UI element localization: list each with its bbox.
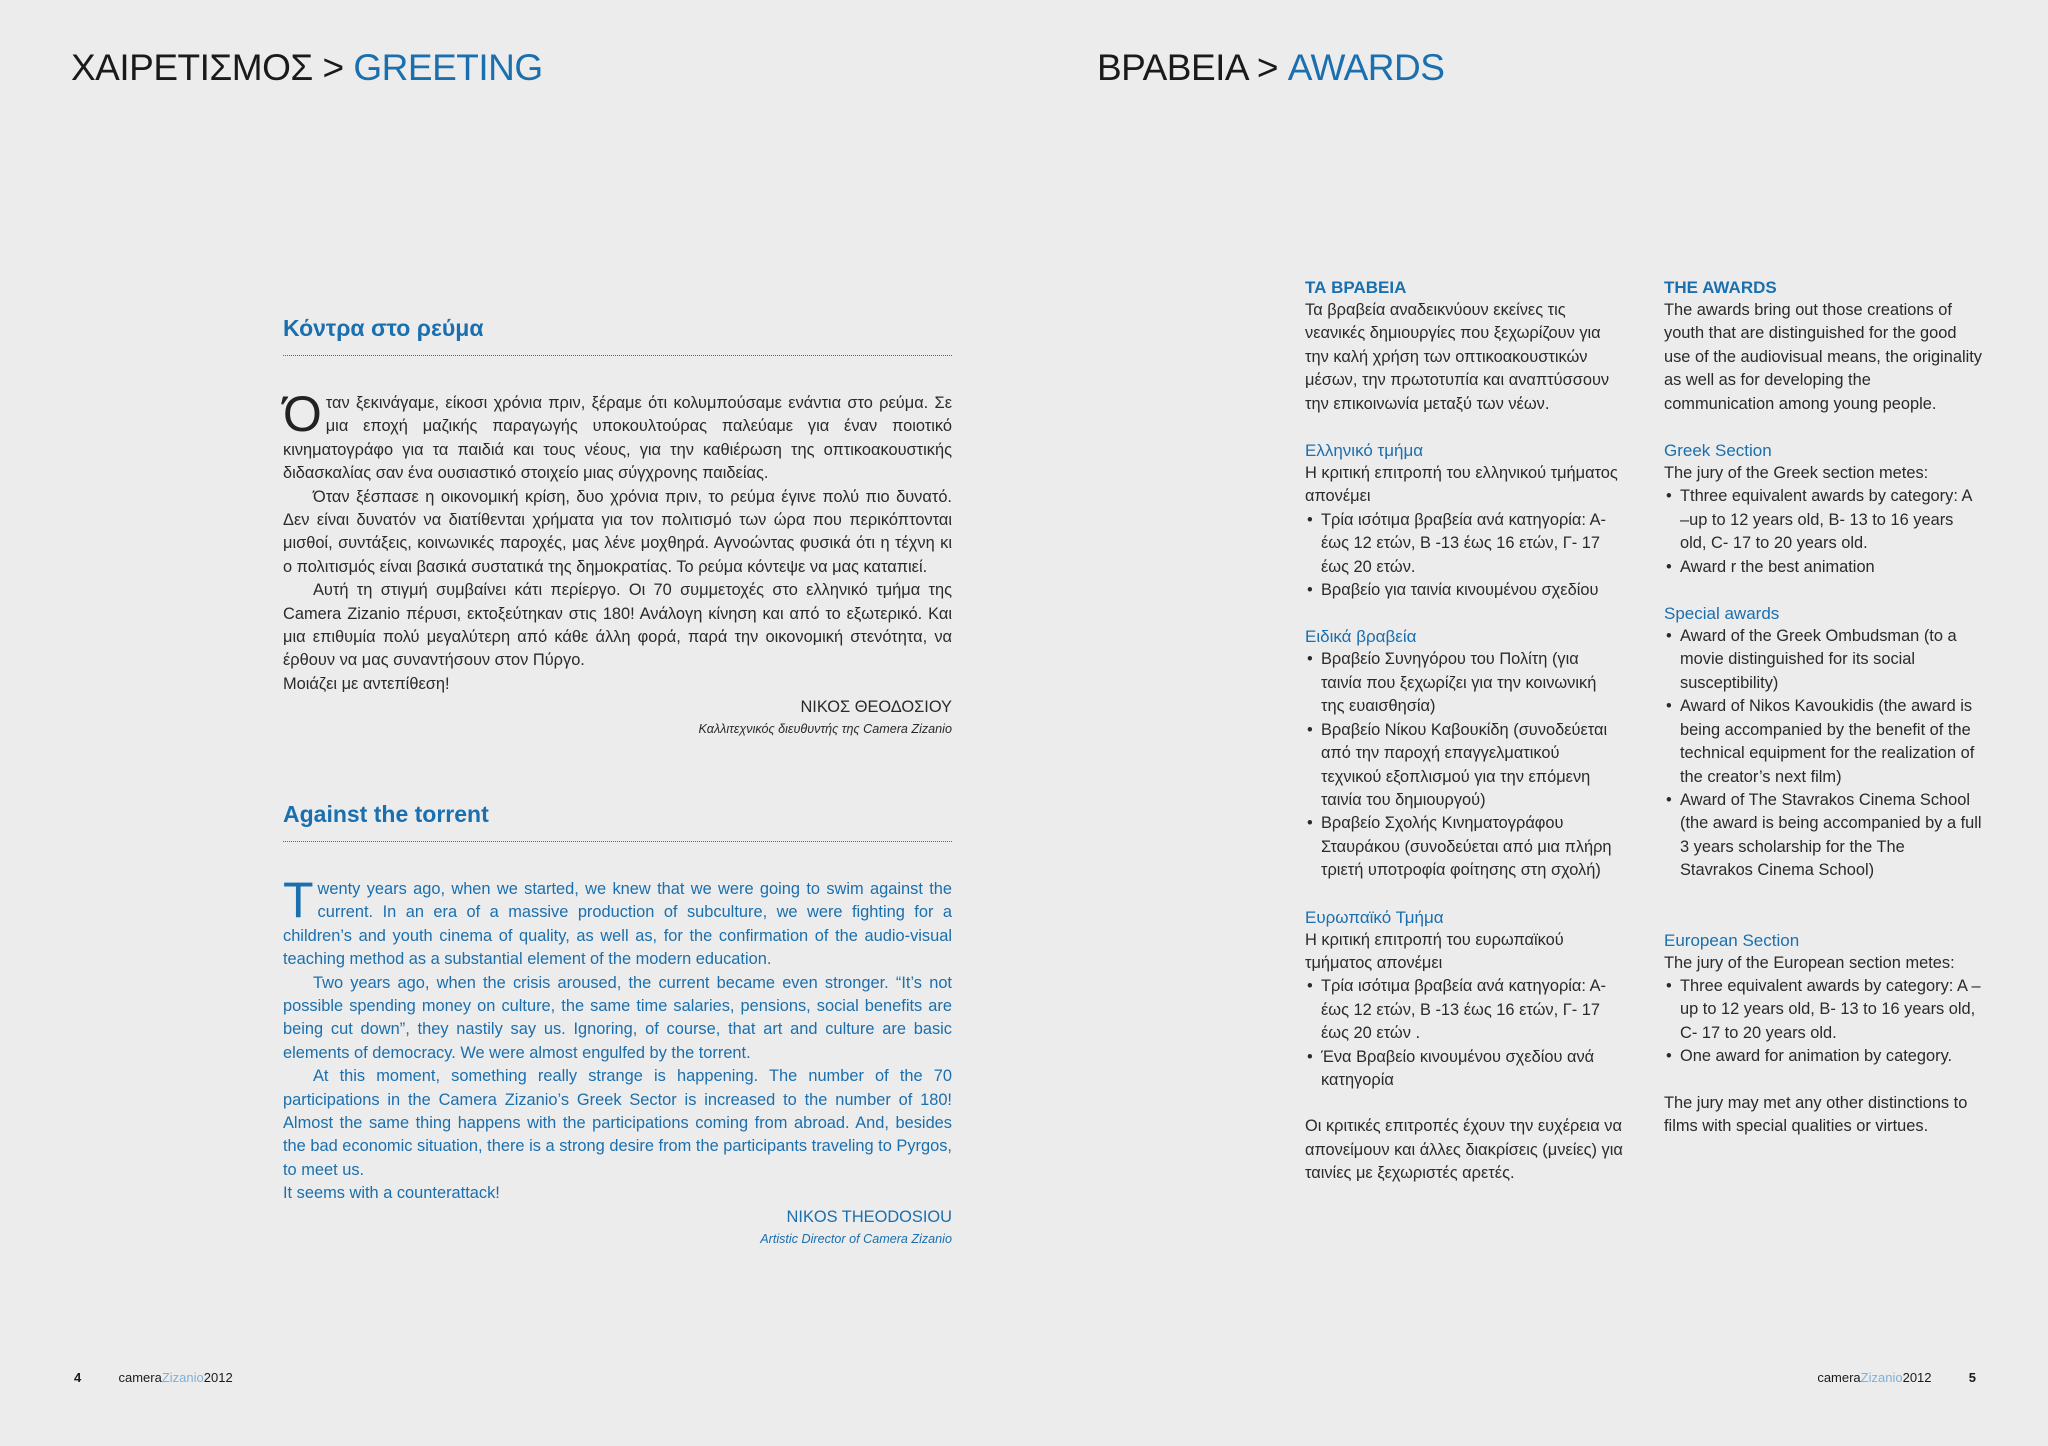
greek-greeting-body xyxy=(283,386,952,696)
english-paragraph-2: Two years ago, when the crisis aroused, the current became even stronger. “It’s not possible spending money on culture, the same time salaries, pensions, social benefits are being cut down”, they nastily say us. Ignoring, of course, that art and culture are basic elements of democracy. We were almost engulfed by the torrent. xyxy=(283,973,952,1062)
greek-section-list xyxy=(1664,485,1982,579)
list-item: • Tthree equivalent awards by category: A –up to 12 years old, B- 13 to 16 years old, C- 17 to 20 years old. xyxy=(1664,485,1982,555)
list-item: • Award of Nikos Kavoukidis (the award is being accompanied by the benefit of the technical equipment for the realization of the creator’s next film) xyxy=(1664,695,1982,789)
list-item: • Award of the Greek Ombudsman (to a movie distinguished for its social susceptibility) xyxy=(1664,625,1982,695)
heading-english: AWARDS xyxy=(1287,47,1445,88)
english-paragraph-1: wenty years ago, when we started, we knew that we were going to swim against the current. In an era of a massive production of subculture, we were fighting for a children’s and youth cinema of quality, as well as, for the confirmation of the audio-visual teaching method as a substantial element of the modern education. xyxy=(283,880,952,969)
brand-logo: cameraZizanio2012 xyxy=(118,1370,233,1385)
list-item: • Τρία ισότιμα βραβεία ανά κατηγορία: Α- έως 12 ετών, Β -13 έως 16 ετών, Γ- 17 έως 20 ετών. xyxy=(1305,509,1623,579)
english-greeting-body xyxy=(283,872,952,1206)
page-number: 5 xyxy=(1968,1370,1976,1385)
list-item: • Award r the best animation xyxy=(1664,556,1982,579)
page-number: 4 xyxy=(74,1370,82,1385)
greek-paragraph-1: ταν ξεκινάγαμε, είκοσι χρόνια πριν, ξέραμε ότι κολυμπούσαμε ενάντια στο ρεύμα. Σε μια εποχή μαζικής παραγωγής υποκουλτούρας παλεύαμε για έναν ποιοτικό κινηματογράφο για τα παιδιά και τους νέους, για την καθιέρωση της οπτικοακουστικής διδασκαλίας σαν ένα ουσιαστικό στοιχείο μιας σύγχρονης παιδείας. xyxy=(283,394,952,483)
heading-english: GREETING xyxy=(353,47,543,88)
greek-greeting-section xyxy=(283,313,952,739)
list-item: • Τρία ισότιμα βραβεία ανά κατηγορία: Α- έως 12 ετών, Β -13 έως 16 ετών, Γ- 17 έως 20 ετών . xyxy=(1305,975,1623,1045)
greek-section-intro: The jury of the Greek section metes: xyxy=(1664,464,1929,483)
heading-greek: ΧΑΙΡΕΤΙΣΜΟΣ xyxy=(71,47,313,88)
greek-greeting-title: Κόντρα στο ρεύμα xyxy=(283,315,484,341)
title-divider xyxy=(283,841,952,842)
greek-paragraph-3: Αυτή τη στιγμή συμβαίνει κάτι περίεργο. Οι 70 συμμετοχές στο ελληνικό τμήμα της Camera Zizanio πέρυσι, εκτοξεύτηκαν στις 180! Ανάλογη κίνηση και από το εξωτερικό. Και μια επιθυμία πολύ μεγαλύτερη από κάθε άλλη φορά, παρά την οικονομική στενότητα, να έρθουν να μας συναντήσουν στον Πύργο. xyxy=(283,581,952,670)
special-awards-list xyxy=(1664,625,1982,882)
left-page-heading xyxy=(71,44,543,92)
awards-english-column xyxy=(1664,276,1982,1138)
right-footer xyxy=(1817,1370,1976,1386)
european-section-title: European Section xyxy=(1664,930,1800,950)
greek-paragraph-4: Μοιάζει με αντεπίθεση! xyxy=(283,674,450,693)
awards-closing: Οι κριτικές επιτροπές έχουν την ευχέρεια να απονείμουν και άλλες διακρίσεις (μνείες) για ταινίες με ξεχωριστές αρετές. xyxy=(1305,1117,1623,1183)
awards-intro: The awards bring out those creations of youth that are distinguished for the good use of the audiovisual means, the originality as well as for developing the communication among young people. xyxy=(1664,301,1982,413)
awards-closing: The jury may met any other distinctions to films with special qualities or virtues. xyxy=(1664,1093,1968,1135)
european-section-list xyxy=(1664,975,1982,1069)
signature-name: NIKOS THEODOSIOU xyxy=(786,1207,952,1226)
heading-separator: > xyxy=(322,47,344,88)
greek-section-title: Greek Section xyxy=(1664,441,1772,461)
english-greeting-title: Against the torrent xyxy=(283,801,489,827)
signature-name: ΝΙΚΟΣ ΘΕΟΔΟΣΙΟΥ xyxy=(800,698,952,717)
brand-logo: cameraZizanio2012 xyxy=(1817,1370,1932,1385)
english-paragraph-4: It seems with a counterattack! xyxy=(283,1184,500,1203)
special-awards-title: Special awards xyxy=(1664,604,1780,624)
greek-paragraph-2: Όταν ξέσπασε η οικονομική κρίση, δυο χρόνια πριν, το ρεύμα έγινε πολύ πιο δυνατό. Δεν είναι δυνατόν να διατίθενται χρήματα για τον πολιτισμό των ώρα που περικόπτονται μισθοί, συντάξεις, κοινωνικές παροχές, μας λένε μοχθηρά. Αγνοώντας φυσικά ότι η τέχνη κι ο πολιτισμός είναι βασικά συστατικά της δημοκρατίας. Το ρεύμα κόντεψε να μας καταπιεί. xyxy=(283,487,952,576)
awards-intro: Τα βραβεία αναδεικνύουν εκείνες τις νεανικές δημιουργίες που ξεχωρίζουν για την καλή χρήση των οπτικοακουστικών μέσων, την πρωτοτυπία και αναπτύσσουν την επικοινωνία μεταξύ των νέων. xyxy=(1305,301,1610,413)
english-paragraph-3: At this moment, something really strange is happening. The number of the 70 participations in the Camera Zizanio’s Greek Sector is increased to the number of 180! Almost the same thing happens with the participations coming from abroad. And, besides the bad economic situation, there is a strong desire from the participants traveling to Pyrgos, to meet us. xyxy=(283,1067,952,1179)
left-footer xyxy=(74,1370,233,1386)
special-awards-list xyxy=(1305,648,1623,882)
english-greeting-section xyxy=(283,799,952,1249)
title-divider xyxy=(283,355,952,356)
drop-cap: T xyxy=(283,872,314,928)
awards-title: THE AWARDS xyxy=(1664,278,1777,297)
greek-section-list xyxy=(1305,509,1623,603)
european-section-intro: The jury of the European section metes: xyxy=(1664,953,1955,972)
greek-section-intro: Η κριτική επιτροπή του ελληνικού τμήματος απονέμει xyxy=(1305,464,1618,506)
list-item: • Award of The Stavrakos Cinema School (the award is being accompanied by a full 3 years scholarship for the The Stavrakos Cinema School) xyxy=(1664,789,1982,883)
heading-greek: ΒΡΑΒΕΙΑ xyxy=(1097,47,1248,88)
european-section-intro: Η κριτική επιτροπή του ευρωπαϊκού τμήματος απονέμει xyxy=(1305,930,1564,972)
awards-title: ΤΑ ΒΡΑΒΕΙΑ xyxy=(1305,278,1407,297)
list-item: • Βραβείο Σχολής Κινηματογράφου Σταυράκου (συνοδεύεται από μια πλήρη τριετή υποτροφία φοίτησης στη σχολή) xyxy=(1305,812,1623,882)
european-section-title: Ευρωπαϊκό Τμήμα xyxy=(1305,907,1444,927)
signature-role: Artistic Director of Camera Zizanio xyxy=(760,1231,952,1246)
signature-role: Καλλιτεχνικός διευθυντής της Camera Zizanio xyxy=(698,722,952,737)
drop-cap: Ό xyxy=(283,386,322,442)
heading-separator: > xyxy=(1256,47,1278,88)
list-item: • Three equivalent awards by category: A –up to 12 years old, B- 13 to 16 years old, C- 17 to 20 years old. xyxy=(1664,975,1982,1045)
list-item: • Βραβείο Συνηγόρου του Πολίτη (για ταινία που ξεχωρίζει για την κοινωνική της ευαισθησία) xyxy=(1305,648,1623,718)
greek-section-title: Ελληνικό τμήμα xyxy=(1305,441,1424,461)
right-page-heading xyxy=(1097,44,1444,92)
list-item: • Βραβείο Νίκου Καβουκίδη (συνοδεύεται από την παροχή επαγγελματικού τεχνικού εξοπλισμού για την επόμενη ταινία του δημιουργού) xyxy=(1305,719,1623,813)
list-item: • One award for animation by category. xyxy=(1664,1045,1982,1068)
list-item: • Βραβείο για ταινία κινουμένου σχεδίου xyxy=(1305,579,1623,602)
awards-greek-column xyxy=(1305,276,1623,1186)
special-awards-title: Ειδικά βραβεία xyxy=(1305,627,1417,647)
european-section-list xyxy=(1305,975,1623,1092)
list-item: • Ένα Βραβείο κινουμένου σχεδίου ανά κατηγορία xyxy=(1305,1046,1623,1093)
